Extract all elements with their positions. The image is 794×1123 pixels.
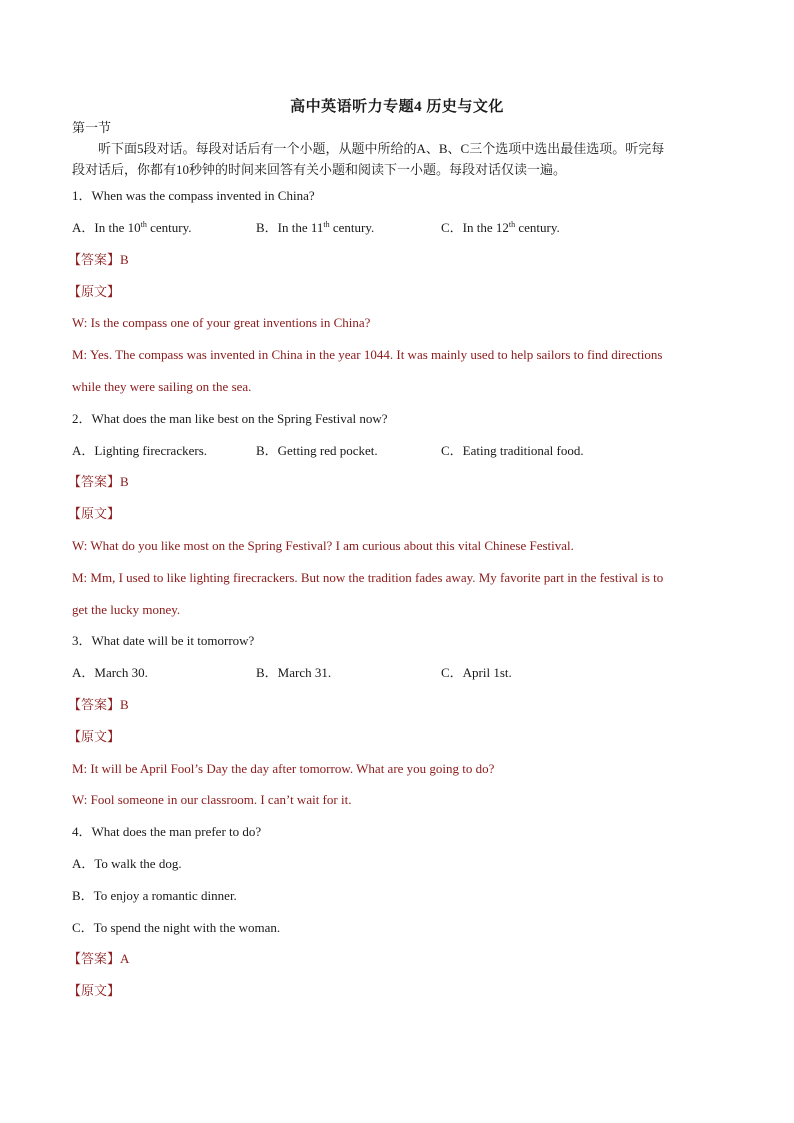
question-2-stem: 2．What does the man like best on the Spring Festival now? xyxy=(72,411,388,426)
question-2-answer xyxy=(68,473,129,491)
question-4-option-c[interactable]: C．To spend the night with the woman. xyxy=(72,920,281,935)
question-3-answer xyxy=(68,696,129,714)
question-1-option-b[interactable]: B．In the 11th century. xyxy=(256,220,375,235)
question-1-option-c[interactable]: C．In the 12th century. xyxy=(441,220,560,235)
question-1-transcript-line-3: while they were sailing on the sea. xyxy=(72,379,252,394)
question-2-transcript-line-1: W: What do you like most on the Spring Festival? I am curious about this vital Chinese Festival. xyxy=(72,538,574,553)
question-2-option-c[interactable]: C．Eating traditional food. xyxy=(441,443,584,458)
question-4-answer xyxy=(68,950,129,968)
question-4-stem: 4．What does the man prefer to do? xyxy=(72,824,262,839)
document-title: 高中英语听力专题4 历史与文化 xyxy=(290,99,504,115)
question-4-option-a[interactable]: A．To walk the dog. xyxy=(72,856,182,871)
question-2-option-a[interactable]: A．Lighting firecrackers. xyxy=(72,443,208,458)
question-2-transcript-line-2: M: Mm, I used to like lighting firecrackers. But now the tradition fades away. My favorite part in the festival is to xyxy=(72,570,664,585)
question-1-transcript-line-1: W: Is the compass one of your great inventions in China? xyxy=(72,315,371,330)
answer-value: B xyxy=(120,252,129,267)
question-3-transcript-label: 【原文】 xyxy=(68,729,121,744)
question-3-stem: 3．What date will be it tomorrow? xyxy=(72,633,255,648)
question-1-stem: 1．When was the compass invented in China? xyxy=(72,188,315,203)
section-heading: 第一节 xyxy=(72,120,112,135)
question-4-option-b[interactable]: B．To enjoy a romantic dinner. xyxy=(72,888,237,903)
question-2-transcript-label: 【原文】 xyxy=(68,506,121,521)
question-2-transcript-line-3: get the lucky money. xyxy=(72,602,181,617)
answer-label: 【答案】 xyxy=(68,697,121,712)
question-2-option-b[interactable]: B．Getting red pocket. xyxy=(256,443,378,458)
answer-value: A xyxy=(120,951,130,966)
question-3-option-c[interactable]: C．April 1st. xyxy=(441,665,512,680)
question-1-transcript-line-2: M: Yes. The compass was invented in China in the year 1044. It was mainly used to help sailors to find directions xyxy=(72,347,663,362)
question-3-option-a[interactable]: A．March 30. xyxy=(72,665,148,680)
question-4-transcript-label: 【原文】 xyxy=(68,983,121,998)
question-3-transcript-line-1: M: It will be April Fool’s Day the day after tomorrow. What are you going to do? xyxy=(72,761,495,776)
answer-label: 【答案】 xyxy=(68,474,121,489)
question-1-transcript-label: 【原文】 xyxy=(68,284,121,299)
answer-label: 【答案】 xyxy=(68,951,121,966)
answer-value: B xyxy=(120,697,129,712)
question-1-option-a[interactable]: A．In the 10th century. xyxy=(72,220,192,235)
question-3-option-b[interactable]: B．March 31. xyxy=(256,665,332,680)
answer-label: 【答案】 xyxy=(68,252,121,267)
intro-line-2: 段对话后，你都有10秒钟的时间来回答有关小题和阅读下一小题。每段对话仅读一遍。 xyxy=(72,162,567,177)
question-1-answer xyxy=(68,251,129,269)
intro-line-1: 听下面5段对话。每段对话后有一个小题，从题中所给的A、B、C三个选项中选出最佳选项。听完每 xyxy=(98,141,665,156)
answer-value: B xyxy=(120,474,129,489)
question-3-transcript-line-2: W: Fool someone in our classroom. I can’t wait for it. xyxy=(72,792,352,807)
